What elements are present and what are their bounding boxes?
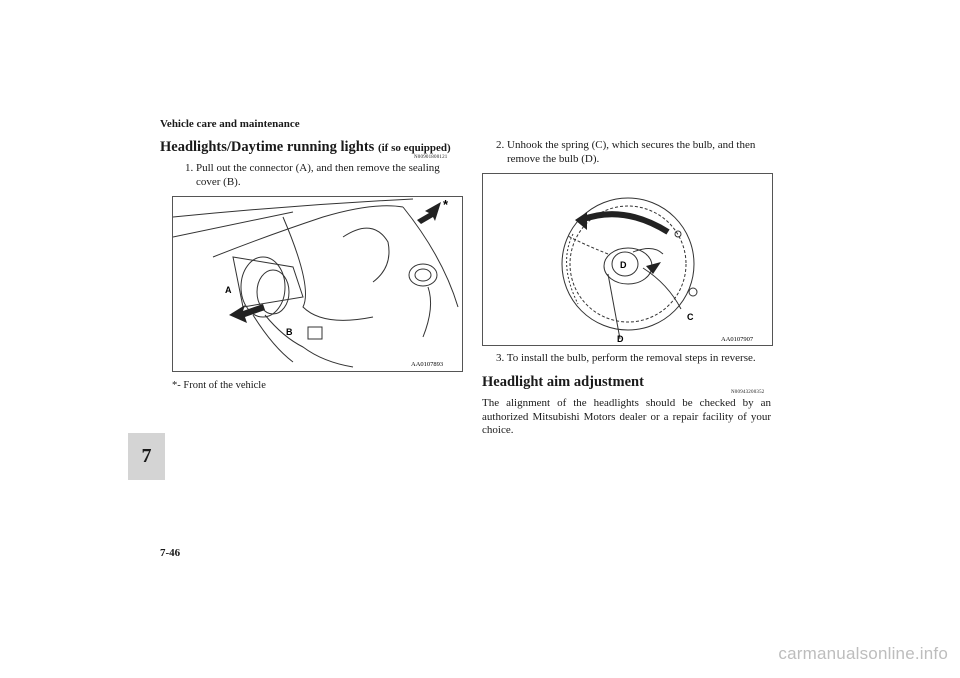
- figure-connector-removal: [172, 196, 463, 372]
- section-code: N00943200352: [731, 390, 765, 395]
- bulb-illustration: [483, 174, 772, 345]
- rotation-arrow-icon: [581, 214, 668, 232]
- figure-bulb-removal: [482, 173, 773, 346]
- section-heading-aim: Headlight aim adjustment: [482, 374, 644, 390]
- section-heading-headlights: [160, 139, 451, 156]
- figure-code: AA0107893: [411, 361, 444, 368]
- connector-illustration: [173, 197, 462, 371]
- step-2: [496, 139, 771, 166]
- page-number: 7-46: [160, 547, 181, 559]
- step-3: 3. To install the bulb, perform the removal steps in reverse.: [496, 352, 756, 364]
- label-d-inner: D: [620, 260, 627, 270]
- section-code: N00901800121: [414, 155, 448, 160]
- heading-suffix: (if so equipped): [377, 142, 451, 154]
- running-header: Vehicle care and maintenance: [160, 118, 300, 130]
- label-b: B: [286, 327, 293, 337]
- aim-paragraph: The alignment of the headlights should be checked by an authorized Mitsubishi Motors dealer or a repair facility of your choice.: [482, 397, 771, 436]
- step-1: [185, 162, 461, 189]
- front-star: *: [443, 197, 449, 212]
- step-2-line-2: remove the bulb (D).: [507, 152, 600, 165]
- footnote: *- Front of the vehicle: [172, 380, 266, 391]
- step-2-line-1: 2. Unhook the spring (C), which secures the bulb, and then: [496, 139, 756, 151]
- release-arrow-icon: [646, 262, 661, 274]
- step-1-line-1: 1. Pull out the connector (A), and then remove the sealing: [185, 162, 440, 174]
- chapter-tab: 7: [128, 433, 165, 480]
- label-c: C: [687, 312, 694, 322]
- heading-text: Headlights/Daytime running lights: [160, 139, 375, 155]
- label-a: A: [225, 285, 232, 295]
- step-1-line-2: cover (B).: [196, 175, 241, 188]
- front-arrow-icon: [417, 202, 441, 224]
- label-d: D: [617, 334, 624, 344]
- watermark: carmanualsonline.info: [778, 644, 948, 663]
- figure-code: AA0107907: [721, 336, 754, 343]
